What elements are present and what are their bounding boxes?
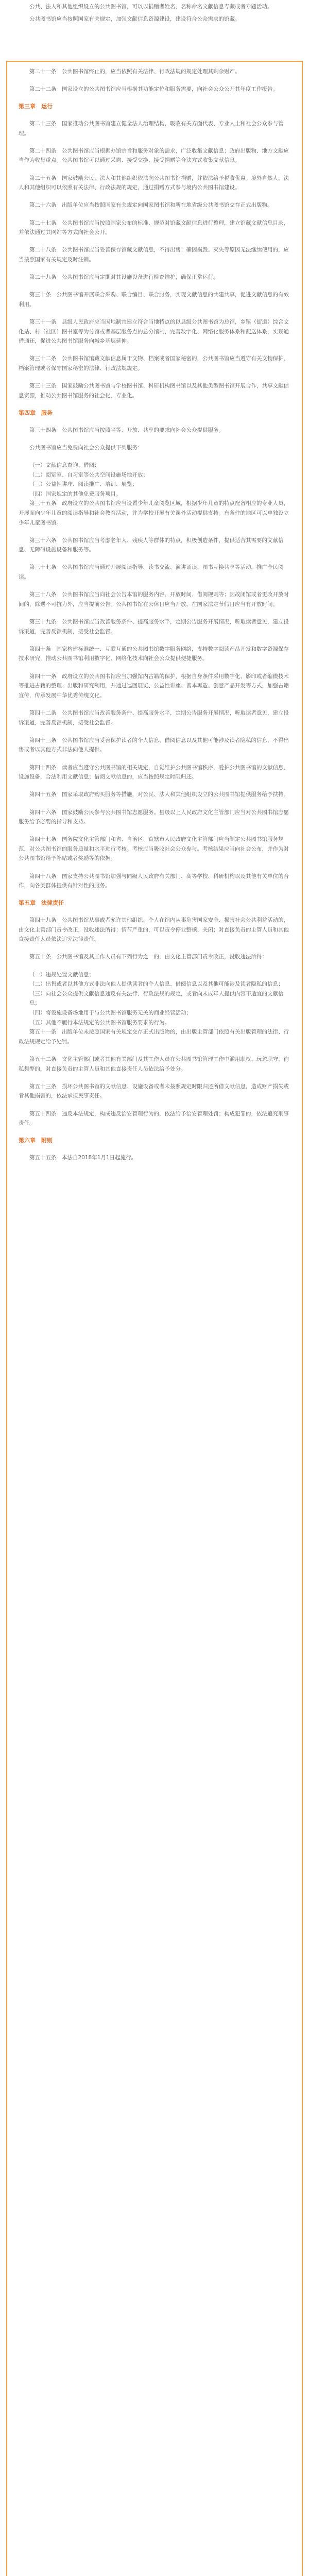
- article-number: 第二十九条: [29, 274, 57, 281]
- article-text: 国家设立的公共图书馆应当根据其功能定位和服务需要，向社会公众公开其年度工作报告。: [62, 86, 278, 93]
- article-text: 出版单位应当按照国家有关规定向国家图书馆和所在地省级公共图书馆交存正式出版物。: [62, 202, 273, 209]
- top-strip: [0, 0, 309, 24]
- article-paragraph: [19, 916, 290, 944]
- article-number: 第二十三条: [29, 120, 57, 127]
- article-number: 第二十六条: [29, 202, 57, 209]
- article-number: 第二十一条: [29, 69, 57, 75]
- article-text: 公共图书馆及其工作人员有下列行为之一的，由文化主管部门责令改正，没收违法所得：: [56, 954, 267, 960]
- list-item: （四）国家规定的其他免费服务项目。: [29, 490, 122, 497]
- article-number: 第五十三条: [29, 1083, 57, 1090]
- article-paragraph: [19, 426, 290, 435]
- article-number: 第四十九条: [29, 917, 57, 924]
- article-number: 第二十八条: [29, 247, 57, 253]
- article-number: 第三十条: [29, 292, 51, 298]
- article-number: 第五十二条: [29, 1056, 57, 1062]
- article-paragraph: [19, 536, 290, 555]
- list-item: （五）其他不履行本法规定的公共图书馆服务要求的行为。: [29, 1019, 170, 1026]
- chapter-heading: 第五章 法律责任: [19, 900, 64, 907]
- article-paragraph: [19, 354, 290, 373]
- article-text: 县级人民政府应当因地制宜建立符合当地特点的以县级公共图书馆为总馆，乡镇（街道）综合文化站、村（社区）图书室等为分馆或者基层服务点的总分馆制，完善数字化、网络化服务体系和配送体系，实现通借通还，促进公共图书馆服务向城乡基层延伸。: [19, 319, 289, 345]
- article-number: 第五十五条: [29, 1154, 57, 1161]
- article-paragraph: [19, 952, 290, 962]
- article-paragraph: [19, 790, 290, 800]
- top-strip-paragraph: 公共图书馆应当按照国家有关规定，加强文献信息资源建设，建设符合公众需求的馆藏。: [29, 16, 241, 22]
- article-paragraph: [19, 645, 290, 664]
- article-text: 公共图书馆应当免费向社会公众提供下列服务：: [29, 444, 143, 451]
- article-number: 第四十五条: [29, 791, 57, 798]
- top-strip-paragraph: 公共、法人和其他组织设立的公共图书馆，可以以捐赠者姓名、名称命名文献信息专藏或者专题活动。: [29, 4, 273, 10]
- article-paragraph: [19, 67, 290, 77]
- article-text: 公共图书馆应当妥善保护读者的个人信息、借阅信息以及其他可能涉及读者隐私的信息，不得出售或者以其他方式非法向他人提供。: [19, 737, 289, 753]
- article-paragraph: [19, 708, 290, 727]
- list-item: （一）文献信息查询、借阅；: [29, 462, 100, 468]
- article-number: 第五十一条: [29, 1029, 57, 1036]
- article-text: 读者应当遵守公共图书馆的相关规定，自觉维护公共图书馆秩序，爱护公共图书馆的文献信息、设施设备，合法利用文献信息；借阅文献信息的，应当按照规定时限归还。: [19, 764, 289, 781]
- article-number: 第四十一条: [29, 673, 57, 680]
- article-text: 国家支持公共图书馆加强与同级人民政府有关部门、高等学校、科研机构以及其他有关单位的合作，向各类群体提供有针对性的服务。: [19, 873, 289, 889]
- article-text: 国家构建标准统一、互联互通的公共图书馆数字服务网络，支持数字阅读产品开发和数字资源保存技术研究，推动公共图书馆利用数字化、网络化技术向社会公众提供便捷服务。: [19, 646, 289, 662]
- article-text: 公共图书馆终止的，应当依照有关法律、行政法规的规定处理其剩余财产。: [62, 69, 241, 75]
- article-number: 第三十九条: [29, 619, 57, 625]
- article-number: 第二十二条: [29, 86, 57, 93]
- article-text: 国家推动公共图书馆建立健全法人治理结构，吸收有关方面代表、专业人士和社会公众参与管理。: [19, 120, 284, 137]
- list-item: （二）阅览室、自习室等公共空间设施场地开放；: [29, 471, 148, 478]
- article-text: 国家鼓励公共图书馆与学校图书馆、科研机构图书馆以及其他类型图书馆开展合作，共享文献信息资源，推动公共图书馆服务的社会化、专业化。: [19, 383, 289, 399]
- article-number: 第三十六条: [29, 537, 57, 544]
- article-paragraph: [19, 443, 290, 453]
- article-paragraph: [19, 218, 290, 238]
- article-text: 政府设立的公共图书馆应当设置少年儿童阅览区域，根据少年儿童的特点配备相应的专业人员，开展面向少年儿童的阅读指导和社会教育活动，并为学校开展有关课外活动提供支持。有条件的地区可以单独设立少年儿童图书馆。: [19, 500, 289, 526]
- article-number: 第三十八条: [29, 591, 57, 598]
- article-paragraph: [19, 146, 290, 165]
- chapter-heading: 第三章 运行: [19, 103, 53, 110]
- article-paragraph: [19, 245, 290, 264]
- article-paragraph: [19, 290, 290, 309]
- article-text: 国家鼓励公民、法人和其他组织依法向公共图书馆捐赠，并依法给予税收优惠。境外自然人、法人和其他组织可以依照有关法律、行政法规的规定，通过捐赠方式参与境内公共图书馆建设。: [19, 175, 289, 191]
- list-item: （四）将设施设备场地用于与公共图书馆服务无关的商业经营活动；: [29, 1009, 192, 1016]
- article-paragraph: [19, 672, 290, 701]
- law-text-panel: [6, 61, 303, 2576]
- article-number: 第四十条: [29, 646, 51, 652]
- article-text: 国家鼓励公民参与公共图书馆志愿服务。县级以上人民政府文化主管部门应当对公共图书馆志愿服务给予必要的指导和支持。: [19, 809, 289, 825]
- article-text: 国家采取政府购买服务等措施，对公民、法人和其他组织设立的公共图书馆提供服务给予扶持。: [62, 791, 289, 798]
- article-text: 公共图书馆开展联合采购、联合编目、联合服务，实现文献信息的共建共享，促进文献信息的有效利用。: [19, 292, 289, 308]
- article-text: 公共图书馆应当改善服务条件、提高服务水平，定期公告服务开展情况，听取读者意见，建立投诉渠道，完善反馈机制，接受社会监督。: [19, 619, 289, 635]
- article-paragraph: [19, 872, 290, 891]
- article-number: 第四十七条: [29, 836, 57, 843]
- list-item: （一）违规处置文献信息；: [29, 971, 94, 978]
- list-item: （三）公益性讲座、阅读推广、培训、展览；: [29, 481, 138, 488]
- article-text: 公共图书馆从事或者允许其他组织、个人在馆内从事危害国家安全、损害社会公共利益活动的，由文化主管部门责令改正，没收违法所得；情节严重的，可以责令停业整顿、关闭；对直接负责的主管人员和其他直接责任人员依法追究法律责任。: [19, 917, 289, 943]
- article-paragraph: [19, 590, 290, 609]
- article-text: 公共图书馆应当向社会公告本馆的服务内容、开放时间、借阅规则等；因故闭馆或者更改开放时间的，除遇不可抗力外，应当提前公告。公共图书馆在公休日应当开放，在国家法定节假日应当有开放时间。: [19, 591, 289, 607]
- article-text: 公共图书馆应当按照平等、开放、共享的要求向社会公众提供服务。: [62, 427, 224, 433]
- article-paragraph: [19, 119, 290, 138]
- article-paragraph: [19, 835, 290, 863]
- article-number: 第二十四条: [29, 147, 57, 154]
- article-number: 第二十七条: [29, 219, 57, 226]
- article-paragraph: [19, 317, 290, 346]
- article-number: 第四十六条: [29, 809, 57, 816]
- article-text: 公共图书馆应当改善服务条件、提高服务水平，定期公告服务开展情况，听取读者意见，建立投诉渠道，完善反馈机制，接受社会监督。: [19, 709, 289, 726]
- article-paragraph: [19, 1027, 290, 1046]
- list-item: （三）向社会公众提供文献信息违反有关法律、行政法规的规定，或者向未成年人提供内容不适宜的文献信息；: [29, 990, 284, 1007]
- article-text: 文化主管部门或者其他有关部门及其工作人员在公共图书馆管理工作中滥用职权、玩忽职守、徇私舞弊的，对直接负责的主管人员和其他直接责任人员依法给予处分。: [19, 1056, 289, 1072]
- article-number: 第三十四条: [29, 427, 57, 433]
- article-text: 公共图书馆应当按照国家公布的标准、规范对馆藏文献信息进行整理，建立馆藏文献信息目录，并依法通过其网站等方式向社会公开。: [19, 219, 289, 236]
- chapter-heading: 第四章 服务: [19, 409, 53, 416]
- article-number: 第四十八条: [29, 873, 57, 879]
- article-paragraph: [19, 174, 290, 193]
- article-text: 公共图书馆应当妥善保存馆藏文献信息，不得出售；确因损毁、灭失等原因无法继续使用的，应当按照国家有关规定及时注销。: [19, 247, 289, 263]
- article-paragraph: [19, 617, 290, 636]
- article-paragraph: [19, 736, 290, 755]
- article-number: 第三十七条: [29, 564, 57, 571]
- article-paragraph: [19, 1055, 290, 1074]
- article-text: 公共图书馆应当考虑老年人、残疾人等群体的特点，积极创造条件，提供适合其需要的文献信息、无障碍设施设备和服务等。: [19, 537, 284, 553]
- article-text: 违反本法规定，构成违反治安管理行为的，依法给予治安管理处罚；构成犯罪的，依法追究刑事责任。: [19, 1110, 289, 1127]
- article-text: 公共图书馆应当根据办馆宗旨和服务对象的需求，广泛收集文献信息；政府出版物、地方文献应当作为收集重点。公共图书馆可以通过采购、接受交换、接受捐赠等合法方式收集文献信息。: [19, 147, 289, 164]
- article-text: 国务院文化主管部门和省、自治区、直辖市人民政府文化主管部门应当制定公共图书馆服务规范，对公共图书馆的服务质量和水平进行考核。考核应当吸收社会公众参与。考核结果应当向社会公布，并作为对公共图书馆给予补贴或者奖励等的依据。: [19, 836, 289, 862]
- article-paragraph: [19, 1082, 290, 1101]
- article-number: 第三十二条: [29, 355, 57, 362]
- article-number: 第四十三条: [29, 737, 57, 743]
- article-paragraph: [19, 808, 290, 827]
- article-text: 政府设立的公共图书馆应当加强馆内古籍的保护，根据自身条件采用数字化、影印或者缩微技术等推进古籍的整理、出版和研究利用，并通过巡回展览、公益性讲座、善本再造、创意产品开发等方式，加强古籍宣传，传承发展中华优秀传统文化。: [19, 673, 289, 699]
- article-number: 第五十四条: [29, 1110, 57, 1117]
- article-text: 公共图书馆应当通过开展阅读指导、读书交流、演讲诵读、图书互换共享等活动，推广全民阅读。: [19, 564, 284, 581]
- article-number: 第三十五条: [29, 500, 57, 507]
- article-paragraph: [19, 763, 290, 782]
- chapter-heading: 第六章 附则: [19, 1137, 53, 1144]
- article-paragraph: [19, 563, 290, 582]
- article-number: 第四十四条: [29, 764, 57, 771]
- article-number: 第三十三条: [29, 383, 57, 389]
- article-paragraph: [19, 1153, 290, 1163]
- article-text: 损坏公共图书馆的文献信息、设施设备或者未按照规定时限归还所借文献信息，造成财产损失或者其他损害的，依法承担民事责任。: [19, 1083, 289, 1099]
- law-text-content: [7, 62, 302, 1176]
- article-paragraph: [19, 273, 290, 282]
- article-text: 公共图书馆应当定期对其设施设备进行检查维护，确保正常运行。: [62, 274, 219, 281]
- article-paragraph: [19, 84, 290, 94]
- article-paragraph: [19, 499, 290, 528]
- article-number: 第三十一条: [29, 319, 57, 326]
- article-text: 本法自2018年1月1日起施行。: [62, 1154, 137, 1161]
- article-paragraph: [19, 200, 290, 210]
- list-item: （二）出售或者以其他方式非法向他人提供读者的个人信息、借阅信息以及其他可能涉及读者隐私的信息；: [29, 981, 284, 988]
- article-text: 公共图书馆馆藏文献信息属于文物、档案或者国家秘密的，公共图书馆应当遵守有关文物保护、档案管理或者保守国家秘密的法律、行政法规规定。: [19, 355, 289, 371]
- article-number: 第五十条: [29, 954, 51, 960]
- article-paragraph: [19, 381, 290, 400]
- article-number: 第二十五条: [29, 175, 57, 181]
- article-number: 第四十二条: [29, 709, 57, 716]
- article-paragraph: [19, 1109, 290, 1128]
- article-text: 出版单位未按照国家有关规定交存正式出版物的，由出版主管部门依照有关出版管理的法律、行政法规规定给予处罚。: [19, 1029, 289, 1045]
